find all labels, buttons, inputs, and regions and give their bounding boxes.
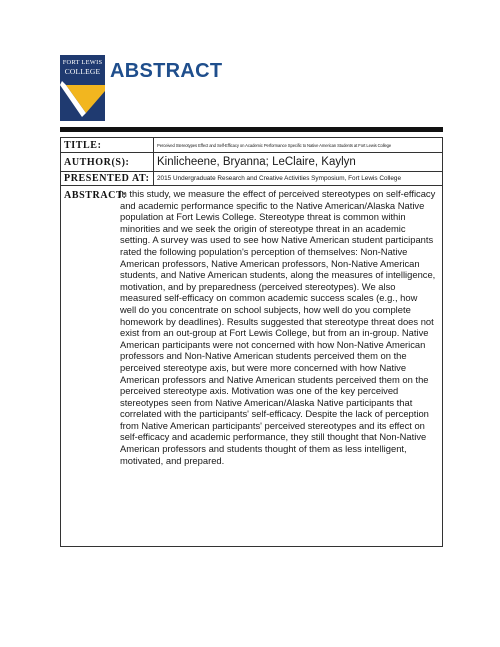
college-logo xyxy=(60,55,105,121)
info-table xyxy=(60,137,443,186)
presented-label: PRESENTED AT: xyxy=(61,172,154,186)
title-label: TITLE: xyxy=(61,138,154,153)
presented-row xyxy=(61,172,443,186)
header-rule xyxy=(60,127,443,132)
page-heading: ABSTRACT xyxy=(110,60,223,82)
abstract-text: In this study, we measure the effect of perceived stereotypes on self-efficacy and academic performance specific to the Native American/Alaska Native population at Fort Lewis College. Stereotype threat is common within minorities and we seek the origin of stereotype threat in an academic setting. A survey was used to see how Native American student participants rated the following population's perception of themselves: Non-Native American professors, Native American professors, Non-Native American students, and Native American students, along the measures of intelligence, motivation, and by preparedness (perceived stereotypes). We also measured self-efficacy on common academic success scales (e.g., how well do you concentrate on school subjects, how well do you complete homework by deadlines). Results suggested that stereotype threat does not exist from an out-group at Fort Lewis College, but from an in-group. Native American participants were not concerned with how Non-Native American professors and Non-Native American students perceived them on the perceived stereotype axis, but were more concerned with how Native American professors and Native American students perceived them on the perceived stereotype axis. Motivation was one of the key perceived stereotypes seen from Native American/Alaska Native participants that correlated with the participants' self-efficacy. Despite the lack of perception from Native American participants' perceived stereotypes and its effect on self-efficacy and academic performance, they still thought that Non-Native American professors and students thought of them as less intelligent, motivated, and prepared. xyxy=(119,188,436,466)
title-value: Perceived Stereotypes Effect and Self-Efficacy on Academic Performance Specific to Native American Students at Fort Lewis College xyxy=(154,138,443,153)
authors-row xyxy=(61,153,443,172)
authors-label: AUTHOR(S): xyxy=(61,153,154,172)
logo-line-1: FORT LEWIS xyxy=(62,59,103,66)
abstract-box xyxy=(60,185,443,547)
authors-value: Kinlicheene, Bryanna; LeClaire, Kaylyn xyxy=(154,153,443,172)
title-row xyxy=(61,138,443,153)
presented-value: 2015 Undergraduate Research and Creative Activities Symposium, Fort Lewis College xyxy=(154,172,443,186)
logo-line-2: COLLEGE xyxy=(64,67,101,76)
abstract-label: ABSTRACT: xyxy=(64,190,127,201)
